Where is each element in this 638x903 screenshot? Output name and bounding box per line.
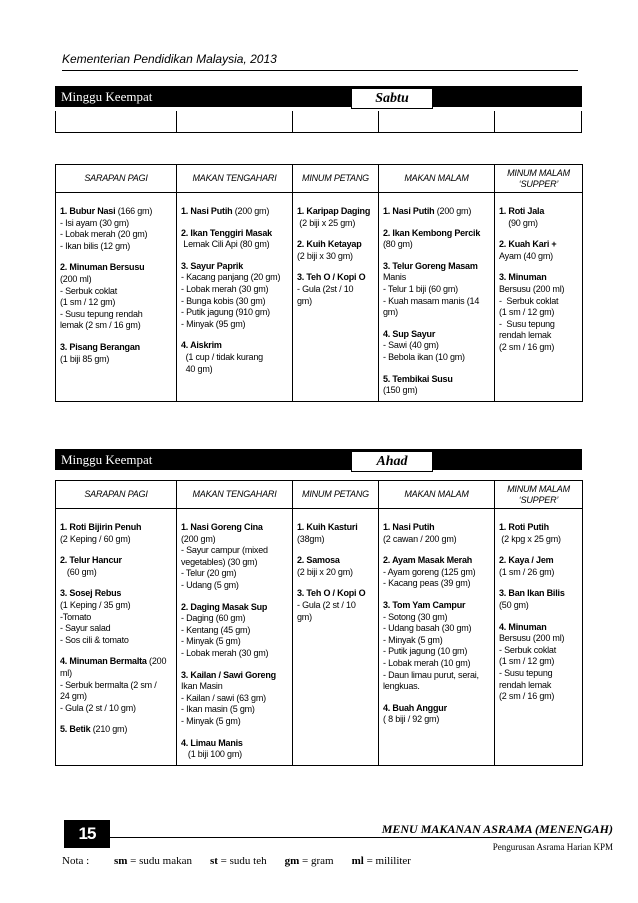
menu-item (181, 228, 289, 251)
menu-item (499, 272, 579, 353)
menu-item-detail: (90 gm) (499, 217, 538, 228)
menu-item-name: 4. Limau Manis (181, 737, 243, 748)
menu-item (297, 272, 375, 307)
menu-cell-minum-petang (293, 193, 379, 402)
menu-item-name: 4. Minuman (499, 621, 547, 632)
nota-item (285, 855, 334, 867)
menu-table-sabtu (55, 164, 583, 402)
menu-item (499, 555, 579, 578)
week-bar-ahad (55, 449, 582, 470)
menu-item-detail: (2 biji x 25 gm) (297, 217, 356, 228)
menu-item-detail: (1 biji 85 gm) (60, 353, 110, 364)
nota-meaning: = sudu teh (217, 855, 267, 867)
menu-item-name: 1. Karipap Daging (297, 206, 371, 216)
menu-item (297, 588, 375, 623)
menu-item-name: 4. Buah Anggur (383, 702, 447, 713)
menu-item-detail: Bersusu (200 ml) (499, 633, 565, 644)
menu-item-detail: - Lobak merah (20 gm) (60, 229, 148, 240)
menu-item-detail: - Gula (2 st / 10 (297, 599, 356, 610)
menu-item-detail: (1 sm / 12 gm) (499, 307, 555, 318)
menu-item-name: 3. Minuman (499, 272, 547, 283)
menu-item-name: 5. Tembikai Susu (383, 373, 453, 384)
menu-item-quantity: (200 gm) (232, 206, 270, 216)
menu-item-detail: - Serbuk bermalta (2 sm / (60, 679, 157, 690)
menu-item (60, 724, 173, 736)
menu-item-name: 4. Aiskrim (181, 340, 222, 351)
menu-item-detail: gm) (297, 611, 312, 622)
blank-row (55, 111, 582, 133)
menu-item-detail: (1 cup / tidak kurang (181, 351, 263, 362)
menu-item-detail: (1 sm / 12 gm) (60, 297, 116, 308)
menu-cell-makan-malam (379, 193, 495, 402)
week-label: Minggu Keempat (61, 89, 153, 104)
menu-item-name: 3. Ban Ikan Bilis (499, 588, 565, 599)
menu-item-detail: (2 kpg x 25 gm) (499, 533, 561, 544)
menu-item-name: 1. Roti Jala (499, 206, 545, 216)
menu-item-detail: - Putik jagung (10 gm) (383, 646, 468, 657)
menu-item-name: 3. Sosej Rebus (60, 588, 122, 599)
menu-cell-makan-tengahari (177, 193, 293, 402)
menu-item-detail: - Ikan bilis (12 gm) (60, 240, 131, 251)
menu-item-name: 2. Ayam Masak Merah (383, 555, 473, 566)
menu-item-detail: (80 gm) (383, 239, 413, 250)
menu-item-detail: - Susu tepung (499, 318, 555, 329)
menu-item-name: 4. Minuman Bermalta (60, 656, 147, 667)
menu-item-detail: - Telur (20 gm) (181, 568, 237, 579)
menu-item (60, 656, 173, 714)
column-header-makan-malam: MAKAN MALAM (379, 481, 495, 509)
menu-item-detail: (50 gm) (499, 599, 529, 610)
menu-item-detail: - Minyak (5 gm) (181, 715, 241, 726)
menu-item-detail: (200 gm) (181, 533, 216, 544)
menu-item (60, 342, 173, 365)
menu-cell-sarapan-pagi (56, 193, 177, 402)
menu-item-name: 1. Bubur Nasi (60, 206, 116, 216)
menu-item (383, 206, 491, 218)
menu-cell-minum-malam (495, 509, 583, 766)
column-header-sarapan-pagi: SARAPAN PAGI (56, 165, 177, 193)
menu-item (297, 239, 375, 262)
menu-item (60, 588, 173, 646)
menu-item-name: 2. Kuih Ketayap (297, 239, 362, 250)
menu-item-detail: rendah lemak (499, 679, 552, 690)
menu-item-quantity: (200 (146, 656, 167, 667)
menu-item (297, 522, 375, 545)
nota-legend (62, 855, 411, 867)
menu-item-detail: - Ikan masin (5 gm) (181, 704, 255, 715)
menu-item-detail: (2 Keping / 60 gm) (60, 533, 131, 544)
menu-item-name: 3. Telur Goreng Masam (383, 260, 478, 271)
menu-item (60, 262, 173, 332)
nota-label: Nota : (62, 855, 90, 867)
menu-item-detail: Ayam (40 gm) (499, 250, 553, 261)
menu-item-detail: - Ayam goreng (125 gm) (383, 566, 476, 577)
menu-item-detail: - Gula (2st / 10 (297, 283, 354, 294)
nota-abbr: ml (351, 855, 364, 867)
menu-item-name: 5. Betik (60, 724, 91, 735)
menu-item-name: 3. Teh O / Kopi O (297, 272, 366, 283)
menu-item-name: 3. Pisang Berangan (60, 341, 140, 352)
menu-item (297, 206, 375, 229)
nota-item (114, 855, 192, 867)
menu-item-name: 3. Sayur Paprik (181, 260, 244, 271)
menu-item-detail: - Udang basah (30 gm) (383, 623, 472, 634)
footer-rule (108, 837, 582, 838)
menu-item-name: 2. Daging Masak Sup (181, 601, 268, 612)
menu-item-detail: - Susu tepung rendah (60, 308, 143, 319)
menu-item (181, 522, 289, 592)
column-header-makan-tengahari: MAKAN TENGAHARI (177, 481, 293, 509)
menu-item (181, 602, 289, 660)
menu-item (181, 261, 289, 331)
nota-item (352, 855, 411, 867)
menu-item-detail: lemak (2 sm / 16 gm) (60, 320, 141, 331)
menu-item-detail: - Serbuk coklat (499, 644, 557, 655)
menu-item-detail: - Minyak (5 gm) (383, 634, 443, 645)
column-header-minum-malam: MINUM MALAM ‘SUPPER’ (495, 165, 583, 193)
week-label: Minggu Keempat (61, 452, 153, 467)
footer-subtitle: Pengurusan Asrama Harian KPM (492, 842, 613, 852)
menu-item-detail: 40 gm) (181, 363, 213, 374)
menu-item-detail: - Kuah masam manis (14 (383, 295, 480, 306)
day-title: Ahad (351, 451, 433, 472)
menu-item-detail: Manis (383, 272, 407, 283)
menu-item-name: 2. Kuah Kari + (499, 239, 557, 250)
menu-item-name: 1. Roti Putih (499, 522, 549, 532)
menu-item (181, 738, 289, 761)
menu-item-name: 2. Ikan Tenggiri Masak (181, 227, 272, 238)
menu-item-detail: (2 cawan / 200 gm) (383, 533, 457, 544)
menu-item-detail: rendah lemak (499, 330, 552, 341)
menu-item-name: 3. Kailan / Sawi Goreng (181, 669, 276, 680)
menu-item-name: 3. Teh O / Kopi O (297, 588, 366, 599)
menu-item-name: 4. Sup Sayur (383, 328, 436, 339)
menu-item (383, 600, 491, 693)
menu-item (181, 340, 289, 375)
menu-item-name: 2. Ikan Kembong Percik (383, 227, 481, 238)
menu-item-detail: - Lobak merah (10 gm) (383, 657, 471, 668)
menu-item-name: 1. Nasi Goreng Cina (181, 522, 263, 532)
menu-item-detail: gm) (297, 295, 312, 306)
menu-item-detail: - Kacang peas (39 gm) (383, 578, 471, 589)
menu-item-detail: Bersusu (200 ml) (499, 283, 565, 294)
menu-cell-sarapan-pagi (56, 509, 177, 766)
column-header-makan-malam: MAKAN MALAM (379, 165, 495, 193)
menu-item-quantity: (166 gm) (115, 206, 153, 216)
menu-item-name: 1. Roti Bijirin Penuh (60, 522, 142, 532)
menu-item-name: 2. Telur Hancur (60, 555, 122, 566)
column-header-minum-petang: MINUM PETANG (293, 165, 379, 193)
menu-item-detail: (1 sm / 26 gm) (499, 566, 555, 577)
menu-item-quantity: (210 gm) (90, 724, 128, 735)
menu-item-name: 3. Tom Yam Campur (383, 599, 466, 610)
menu-item-detail: (150 gm) (383, 385, 418, 396)
menu-item (499, 206, 579, 229)
menu-item-detail: (60 gm) (60, 566, 97, 577)
menu-item-detail: (1 sm / 12 gm) (499, 656, 555, 667)
menu-item-detail: - Bunga kobis (30 gm) (181, 295, 266, 306)
menu-item-detail: (2 sm / 16 gm) (499, 341, 555, 352)
menu-item-detail: - Gula (2 st / 10 gm) (60, 702, 136, 713)
menu-item-name: 1. Nasi Putih (383, 522, 435, 532)
menu-item-detail: (200 ml) (60, 273, 92, 284)
footer-title: MENU MAKANAN ASRAMA (MENENGAH) (381, 822, 613, 836)
menu-item-name: 1. Nasi Putih (181, 206, 233, 216)
menu-item-detail: - Putik jagung (910 gm) (181, 307, 270, 318)
menu-item-detail: - Minyak (95 gm) (181, 318, 246, 329)
menu-item-detail: - Udang (5 gm) (181, 579, 239, 590)
menu-table-ahad (55, 480, 583, 766)
menu-item-detail: (1 Keping / 35 gm) (60, 599, 131, 610)
menu-item-detail: - Minyak (5 gm) (181, 636, 241, 647)
nota-meaning: = gram (299, 855, 334, 867)
menu-item (383, 703, 491, 726)
menu-item-quantity: (200 gm) (434, 206, 472, 216)
menu-item-detail: - Bebola ikan (10 gm) (383, 351, 465, 362)
menu-item (383, 228, 491, 251)
menu-item-name: 1. Nasi Putih (383, 206, 435, 216)
menu-item-detail: - Kacang panjang (20 gm) (181, 272, 281, 283)
nota-meaning: = sudu makan (127, 855, 192, 867)
menu-item-detail: (2 biji x 30 gm) (297, 250, 353, 261)
menu-item-detail: - Lobak merah (30 gm) (181, 283, 269, 294)
menu-item (383, 374, 491, 397)
nota-abbr: st (209, 855, 218, 867)
menu-item-name: 1. Kuih Kasturi (297, 522, 358, 532)
column-header-minum-malam: MINUM MALAM ‘SUPPER’ (495, 481, 583, 509)
menu-item-detail: - Isi ayam (30 gm) (60, 217, 129, 228)
menu-item-detail: - Sotong (30 gm) (383, 611, 448, 622)
menu-item (499, 622, 579, 703)
menu-item (499, 588, 579, 611)
nota-meaning: = mililiter (363, 855, 411, 867)
menu-item (499, 239, 579, 262)
menu-item (383, 261, 491, 319)
menu-item-detail: - Daging (60 gm) (181, 613, 246, 624)
menu-item-detail: - Kentang (45 gm) (181, 624, 251, 635)
menu-item-detail: - Daun limau purut, serai, (383, 669, 479, 680)
menu-item-detail: lengkuas. (383, 681, 420, 692)
column-header-minum-petang: MINUM PETANG (293, 481, 379, 509)
menu-cell-minum-petang (293, 509, 379, 766)
menu-item-detail: Lemak Cili Api (80 gm) (181, 239, 270, 250)
menu-item (181, 670, 289, 728)
nota-item (210, 855, 267, 867)
nota-abbr: sm (113, 855, 128, 867)
menu-item-detail: - Serbuk coklat (60, 285, 118, 296)
menu-item-detail: - Lobak merah (30 gm) (181, 647, 269, 658)
page-header: Kementerian Pendidikan Malaysia, 2013 (62, 52, 578, 71)
menu-item-name: 2. Samosa (297, 555, 340, 566)
nota-abbr: gm (284, 855, 300, 867)
menu-item-detail: - Susu tepung (499, 667, 553, 678)
menu-cell-makan-tengahari (177, 509, 293, 766)
menu-item (60, 555, 173, 578)
menu-item-detail: (38gm) (297, 533, 325, 544)
menu-item-detail: - Sos cili & tomato (60, 634, 129, 645)
week-bar-sabtu (55, 86, 582, 107)
menu-item-detail: gm) (383, 307, 398, 318)
menu-item-name: 2. Kaya / Jem (499, 555, 554, 566)
menu-item-detail: ( 8 biji / 92 gm) (383, 714, 440, 725)
menu-item-detail: - Kailan / sawi (63 gm) (181, 692, 266, 703)
menu-item-detail: - Serbuk coklat (499, 295, 559, 306)
menu-item-detail: (2 biji x 20 gm) (297, 566, 353, 577)
menu-item-detail: ml) (60, 667, 72, 678)
menu-item (60, 206, 173, 252)
menu-item-detail: (2 sm / 16 gm) (499, 691, 555, 702)
menu-item-detail: - Sayur salad (60, 623, 111, 634)
menu-item-detail: - Telur 1 biji (60 gm) (383, 283, 458, 294)
day-title: Sabtu (351, 88, 433, 109)
menu-item (297, 555, 375, 578)
menu-item-detail: 24 gm) (60, 691, 87, 702)
menu-item (181, 206, 289, 218)
menu-item (383, 522, 491, 545)
menu-item-detail: -Tomato (60, 611, 92, 622)
menu-cell-minum-malam (495, 193, 583, 402)
menu-item (383, 555, 491, 590)
menu-item-detail: Ikan Masin (181, 681, 223, 692)
page-number: 15 (64, 820, 110, 848)
menu-item (499, 522, 579, 545)
menu-cell-makan-malam (379, 509, 495, 766)
column-header-sarapan-pagi: SARAPAN PAGI (56, 481, 177, 509)
menu-item (60, 522, 173, 545)
menu-item-detail: - Sayur campur (mixed (181, 545, 268, 556)
menu-item-name: 2. Minuman Bersusu (60, 262, 145, 273)
menu-item-detail: vegetables) (30 gm) (181, 556, 258, 567)
column-header-makan-tengahari: MAKAN TENGAHARI (177, 165, 293, 193)
menu-item-detail: - Sawi (40 gm) (383, 340, 439, 351)
menu-item-detail: (1 biji 100 gm) (181, 749, 242, 760)
menu-item (383, 329, 491, 364)
